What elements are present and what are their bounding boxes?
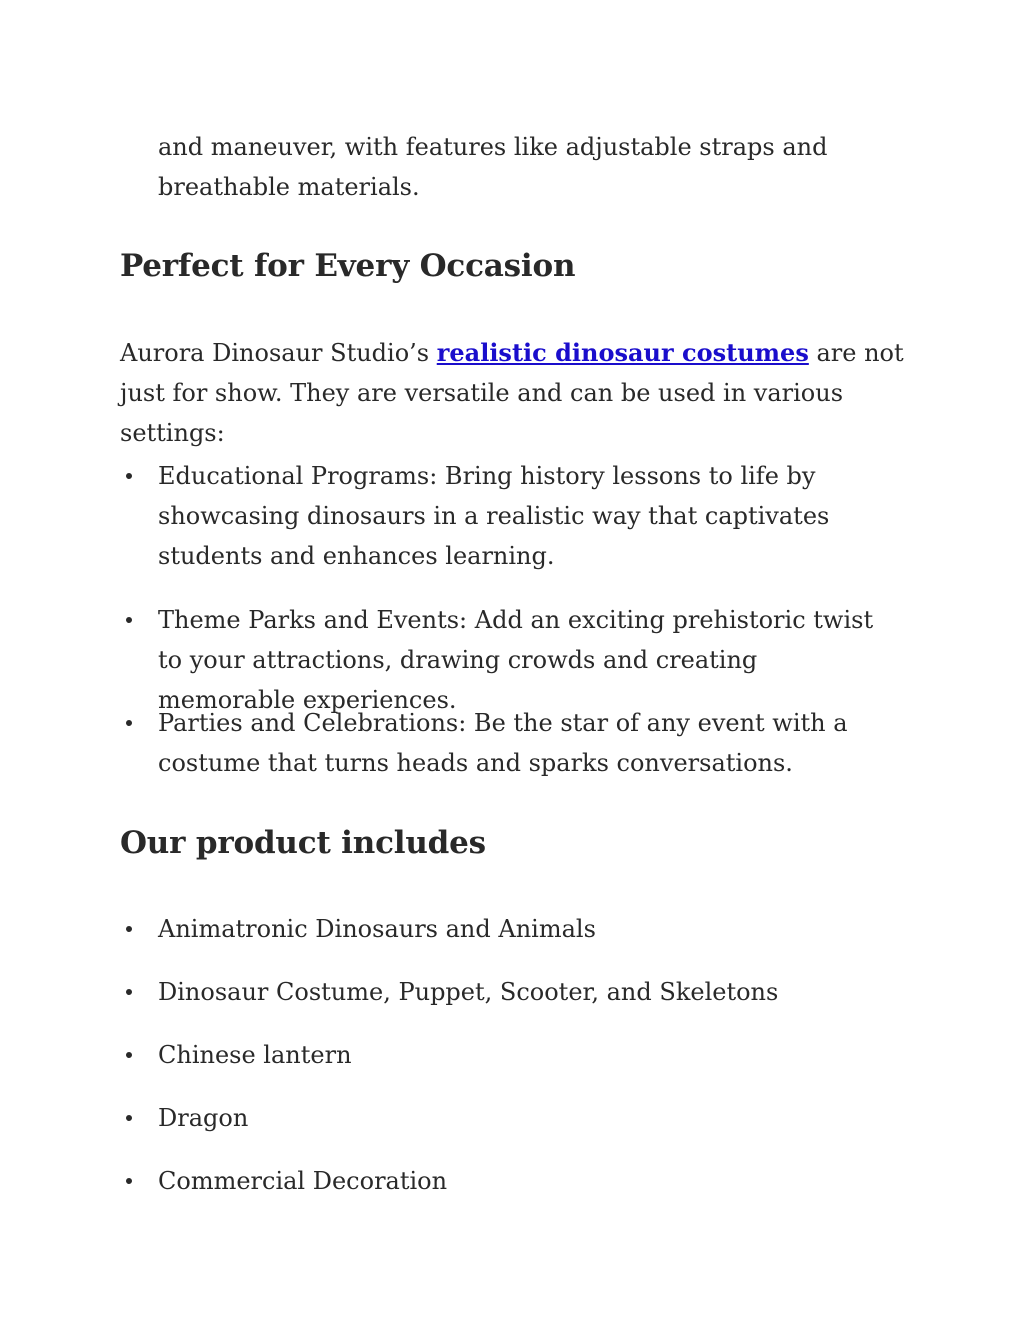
bullet-icon [126,1052,132,1058]
bullet-icon [126,720,132,726]
realistic-dinosaur-costumes-link[interactable]: realistic dinosaur costumes [436,338,809,367]
list-item-text: Dragon [158,1104,249,1132]
bullet-icon [126,926,132,932]
list-item-text: Commercial Decoration [158,1167,448,1195]
list-item-text: Dinosaur Costume, Puppet, Scooter, and Skeletons [158,978,779,1006]
list-item-text: Educational Programs: Bring history lessons to life by showcasing dinosaurs in a realistic way that captivates students and enhances learning. [158,462,830,570]
bullet-icon [126,1115,132,1121]
list-item-text: Theme Parks and Events: Add an exciting prehistoric twist to your attractions, drawing crowds and creating memorable experiences. [158,606,874,714]
section-heading-occasion: Perfect for Every Occasion [120,248,576,284]
list-item-text: Parties and Celebrations: Be the star of any event with a costume that turns heads and sparks conversations. [158,709,848,777]
continuation-paragraph: and maneuver, with features like adjustable straps and breathable materials. [158,133,828,201]
bullet-icon [126,989,132,995]
list-item-text: Animatronic Dinosaurs and Animals [158,915,596,943]
intro-paragraph [120,333,910,453]
intro-text-after-link: are not just for show. They are versatile and can be used in various settings: [120,339,904,447]
list-item-text: Chinese lantern [158,1041,352,1069]
bullet-icon [126,1178,132,1184]
bullet-icon [126,617,132,623]
section-heading-products: Our product includes [120,825,486,861]
intro-text-before-link: Aurora Dinosaur Studio’s [120,339,437,367]
bullet-icon [126,473,132,479]
